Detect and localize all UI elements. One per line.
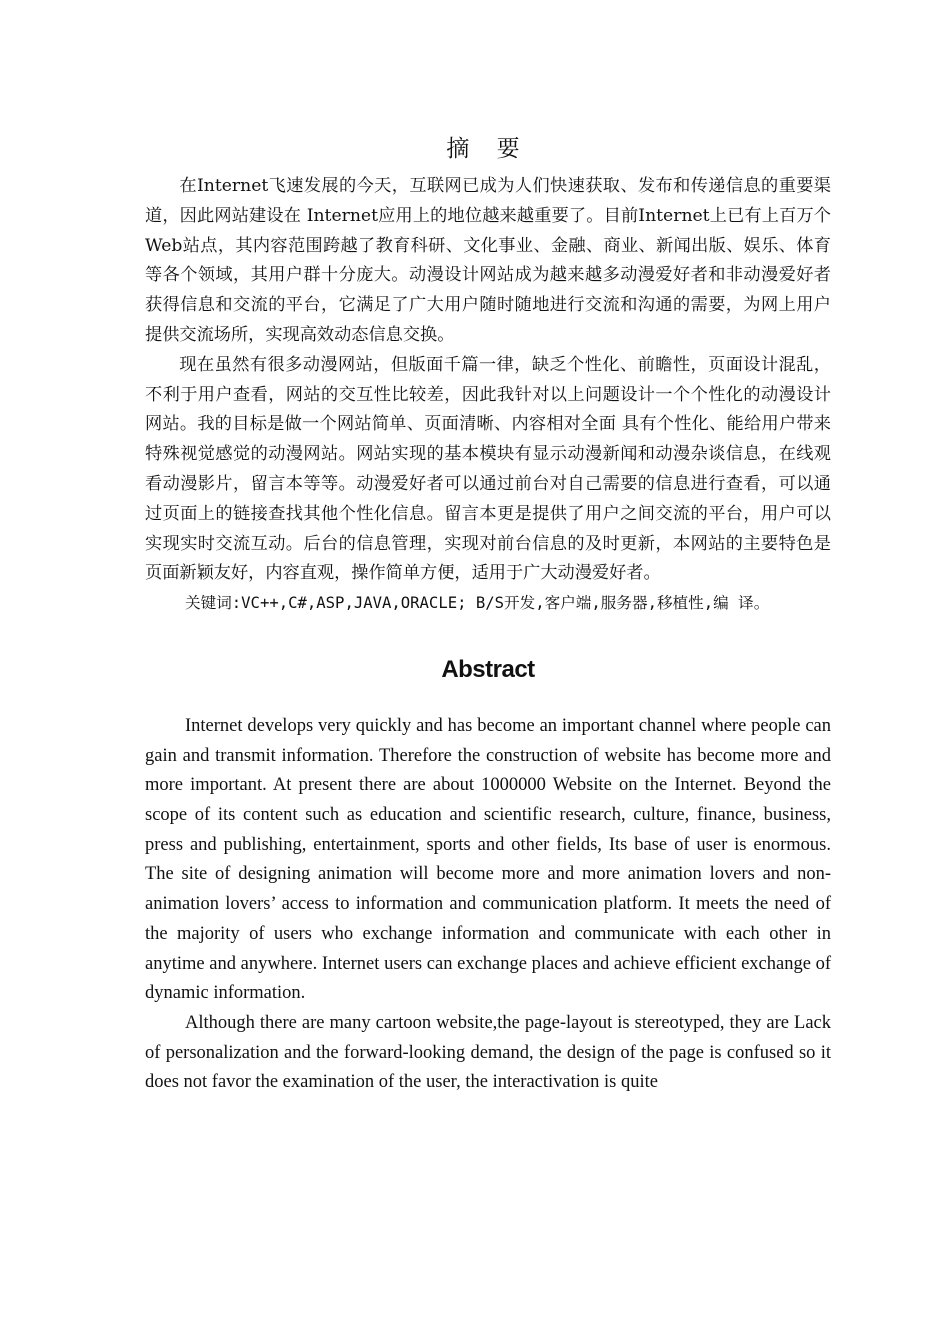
chinese-abstract-paragraph-2: 现在虽然有很多动漫网站，但版面千篇一律，缺乏个性化、前瞻性，页面设计混乱，不利于用户查看，网站的交互性比较差，因此我针对以上问题设计一个个性化的动漫设计网站。我的目标是做一个网站简单、页面清晰、内容相对全面 具有个性化、能给用户带来特殊视觉感觉的动漫网站。网站实现的基本模块有显示动漫新闻和动漫杂谈信息，在线观看动漫影片，留言本等等。动漫爱好者可以通过前台对自己需要的信息进行查看，可以通过页面上的链接查找其他个性化信息。留言本更是提供了用户之间交流的平台，用户可以实现实时交流互动。后台的信息管理，实现对前台信息的及时更新，本网站的主要特色是页面新颖友好，内容直观，操作简单方便，适用于广大动漫爱好者。 [145, 354, 831, 584]
chinese-abstract-paragraph-1: 在Internet飞速发展的今天，互联网已成为人们快速获取、发布和传递信息的重要渠道，因此网站建设在 Internet应用上的地位越来越重要了。目前Internet上已有上百万个Web站点，其内容范围跨越了教育科研、文化事业、金融、商业、新闻出版、娱乐、体育等各个领域，其用户群十分庞大。动漫设计网站成为越来越多动漫爱好者和非动漫爱好者获得信息和交流的平台，它满足了广大用户随时随地进行交流和沟通的需要，为网上用户提供交流场所，实现高效动态信息交换。 [145, 176, 831, 345]
document-page [145, 130, 831, 1098]
english-abstract-paragraph-2: Although there are many cartoon website,the page-layout is stereotyped, they are Lack of personalization and the forward-looking demand, the design of the page is confused so it does not favor the examination of the user, the interactivation is quite [145, 1012, 831, 1093]
english-abstract-title: Abstract [441, 655, 535, 683]
english-abstract-paragraph-1: Internet develops very quickly and has become an important channel where people can gain and transmit information. Therefore the construction of website has become more and more important. At present there are about 1000000 Website on the Internet. Beyond the scope of its content such as education and scientific research, culture, finance, business, press and publishing, entertainment, sports and other fields, Its base of user is enormous. The site of designing animation will become more and more animation lovers and non-animation lovers’ access to information and communication platform. It meets the need of the majority of users who exchange information and communicate with each other in anytime and anywhere. Internet users can exchange places and achieve efficient exchange of dynamic information. [145, 715, 831, 1004]
chinese-abstract-title: 摘 要 [446, 136, 530, 162]
english-abstract-body [145, 712, 831, 1098]
keywords-line: 关键词:VC++,C#,ASP,JAVA,ORACLE; B/S开发,客户端,服务器,移植性,编 译。 [185, 594, 770, 613]
